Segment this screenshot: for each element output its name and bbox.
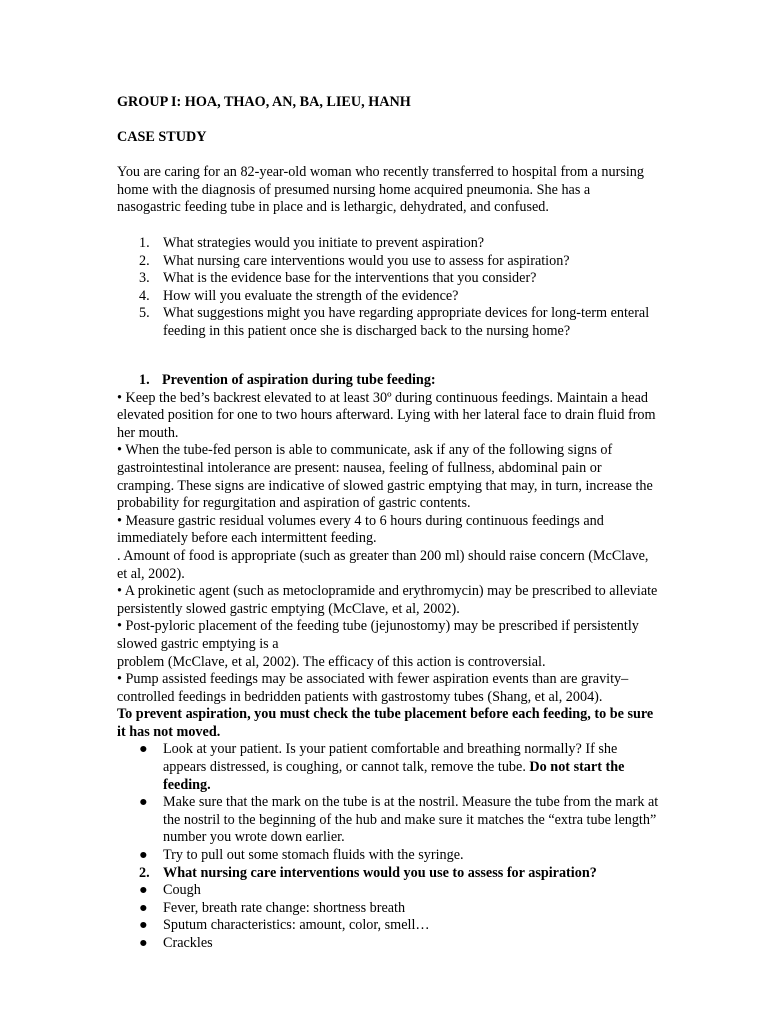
intro-paragraph: You are caring for an 82-year-old woman who recently transferred to hospital from a nursing home with the diagnosis of presumed nursing home acquired pneumonia. She has a nasogastric feeding tube in place and is lethargic, dehydrated, and confused.	[117, 164, 644, 216]
question-text: What is the evidence base for the interventions that you consider?	[163, 270, 537, 287]
paragraph: • Keep the bed’s backrest elevated to at least 30º during continuous feedings. Maintain a head elevated position for one to two hours afterward. Lying with her lateral face to drain fluid from her mouth.	[117, 389, 656, 441]
bullet-icon: ●	[139, 917, 148, 934]
section-number: 2.	[139, 864, 150, 881]
question-number: 4.	[139, 287, 150, 304]
question-number: 2.	[139, 252, 150, 269]
bullet-icon: ●	[139, 741, 148, 758]
section-heading	[117, 372, 662, 390]
paragraph: • Measure gastric residual volumes every 4 to 6 hours during continuous feedings and immediately before each intermittent feeding.	[117, 512, 604, 547]
list-item	[139, 847, 662, 865]
paragraph: • A prokinetic agent (such as metoclopramide and erythromycin) may be prescribed to alleviate persistently slowed gastric emptying (McClave, et al, 2002).	[117, 583, 658, 617]
paragraph: problem (McClave, et al, 2002). The efficacy of this action is controversial.	[117, 653, 546, 670]
list-item	[139, 935, 662, 953]
bullet-icon: ●	[139, 935, 148, 951]
check-text: Look at your patient. Is your patient comfortable and breathing normally? If she appears distressed, is coughing, or cannot talk, remove the tube.	[163, 741, 618, 776]
section-heading	[139, 865, 662, 883]
question-number: 3.	[139, 270, 150, 287]
section-title: What nursing care interventions would you use to assess for aspiration?	[163, 864, 597, 881]
question-number: 1.	[139, 235, 150, 251]
list-item	[117, 288, 657, 306]
paragraph: • When the tube-fed person is able to communicate, ask if any of the following signs of gastrointestinal intolerance are present: nausea, feeling of fullness, abdominal pain or cramping. These signs are indicative of slowed gastric emptying that may, in turn, increase the probability for regurgitation and aspiration of gastric contents.	[117, 442, 653, 512]
assessment-item: Sputum characteristics: amount, color, smell…	[163, 917, 430, 934]
list-item	[117, 270, 657, 288]
assessment-item: Crackles	[163, 935, 213, 951]
list-item	[117, 235, 657, 253]
question-text: How will you evaluate the strength of the evidence?	[163, 287, 459, 304]
bullet-icon: ●	[139, 899, 148, 916]
question-text: What strategies would you initiate to prevent aspiration?	[163, 235, 485, 251]
check-text: Make sure that the mark on the tube is at the nostril. Measure the tube from the mark at the nostril to the beginning of the hub and make sure it matches the “extra tube length” number you wrote down earlier.	[163, 794, 659, 846]
check-bold-text: Do not start the feeding.	[163, 759, 625, 793]
bullet-icon: ●	[139, 794, 148, 811]
group-title: GROUP I: HOA, THAO, AN, BA, LIEU, HANH	[117, 94, 411, 110]
section-number: 1.	[139, 372, 150, 388]
paragraph: . Amount of food is appropriate (such as greater than 200 ml) should raise concern (McClave, et al, 2002).	[117, 547, 649, 582]
question-text: What suggestions might you have regarding appropriate devices for long-term enteral feeding in this patient once she is discharged back to the nursing home?	[163, 305, 650, 339]
list-item	[139, 741, 662, 794]
bullet-icon: ●	[139, 847, 148, 864]
list-item	[117, 253, 657, 271]
list-item	[139, 794, 662, 847]
bold-statement: To prevent aspiration, you must check the tube placement before each feeding, to be sure it has not moved.	[117, 706, 654, 740]
list-item	[117, 305, 657, 340]
paragraph: • Pump assisted feedings may be associated with fewer aspiration events than are gravity–controlled feedings in bedridden patients with gastrostomy tubes (Shang, et al, 2004).	[117, 671, 629, 705]
question-number: 5.	[139, 305, 150, 322]
list-item	[139, 900, 662, 918]
list-item	[139, 917, 662, 935]
section-prevention	[117, 372, 662, 953]
bullet-icon: ●	[139, 882, 148, 899]
case-study-title: CASE STUDY	[117, 129, 207, 145]
tube-check-list	[139, 741, 662, 952]
list-item	[139, 882, 662, 900]
check-text: Try to pull out some stomach fluids with the syringe.	[163, 847, 464, 864]
question-text: What nursing care interventions would you use to assess for aspiration?	[163, 252, 570, 269]
paragraph: • Post-pyloric placement of the feeding tube (jejunostomy) may be prescribed if persistently slowed gastric emptying is a	[117, 618, 639, 652]
assessment-item: Cough	[163, 882, 201, 899]
question-list	[117, 235, 657, 341]
section-title: Prevention of aspiration during tube feeding:	[162, 372, 436, 388]
assessment-item: Fever, breath rate change: shortness breath	[163, 899, 406, 916]
